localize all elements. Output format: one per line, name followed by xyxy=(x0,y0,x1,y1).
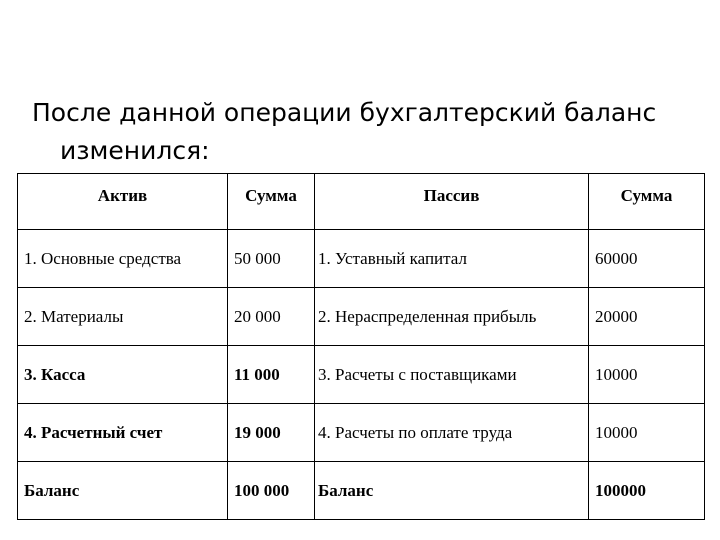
header-sum-active: Сумма xyxy=(228,174,315,230)
header-active: Актив xyxy=(18,174,228,230)
cell-passive-total-sum: 100000 xyxy=(589,462,705,520)
cell-active-sum: 19 000 xyxy=(228,404,315,462)
cell-passive-sum: 60000 xyxy=(589,230,705,288)
header-sum-passive: Сумма xyxy=(589,174,705,230)
table-row xyxy=(18,288,705,346)
cell-passive: 3. Расчеты с поставщиками xyxy=(315,346,589,404)
cell-active: 3. Касса xyxy=(18,346,228,404)
table-row xyxy=(18,404,705,462)
table-row xyxy=(18,230,705,288)
cell-active-sum: 11 000 xyxy=(228,346,315,404)
cell-passive-sum: 20000 xyxy=(589,288,705,346)
cell-active: 1. Основные средства xyxy=(18,230,228,288)
cell-active-total-label: Баланс xyxy=(18,462,228,520)
cell-active-sum: 20 000 xyxy=(228,288,315,346)
cell-passive-sum: 10000 xyxy=(589,404,705,462)
page-title-line-1: После данной операции бухгалтерский баланс xyxy=(32,98,657,127)
cell-active: 4. Расчетный счет xyxy=(18,404,228,462)
table-row-total xyxy=(18,462,705,520)
cell-active-sum: 50 000 xyxy=(228,230,315,288)
cell-active: 2. Материалы xyxy=(18,288,228,346)
page-title-line-2: изменился: xyxy=(60,136,210,165)
header-passive: Пассив xyxy=(315,174,589,230)
table-row xyxy=(18,346,705,404)
table-header-row xyxy=(18,174,705,230)
cell-passive-sum: 10000 xyxy=(589,346,705,404)
cell-passive: 4. Расчеты по оплате труда xyxy=(315,404,589,462)
cell-passive: 2. Нераспределенная прибыль xyxy=(315,288,589,346)
cell-passive: 1. Уставный капитал xyxy=(315,230,589,288)
cell-active-total-sum: 100 000 xyxy=(228,462,315,520)
page-title xyxy=(32,94,702,170)
cell-passive-total-label: Баланс xyxy=(315,462,589,520)
balance-sheet-table xyxy=(17,173,705,520)
